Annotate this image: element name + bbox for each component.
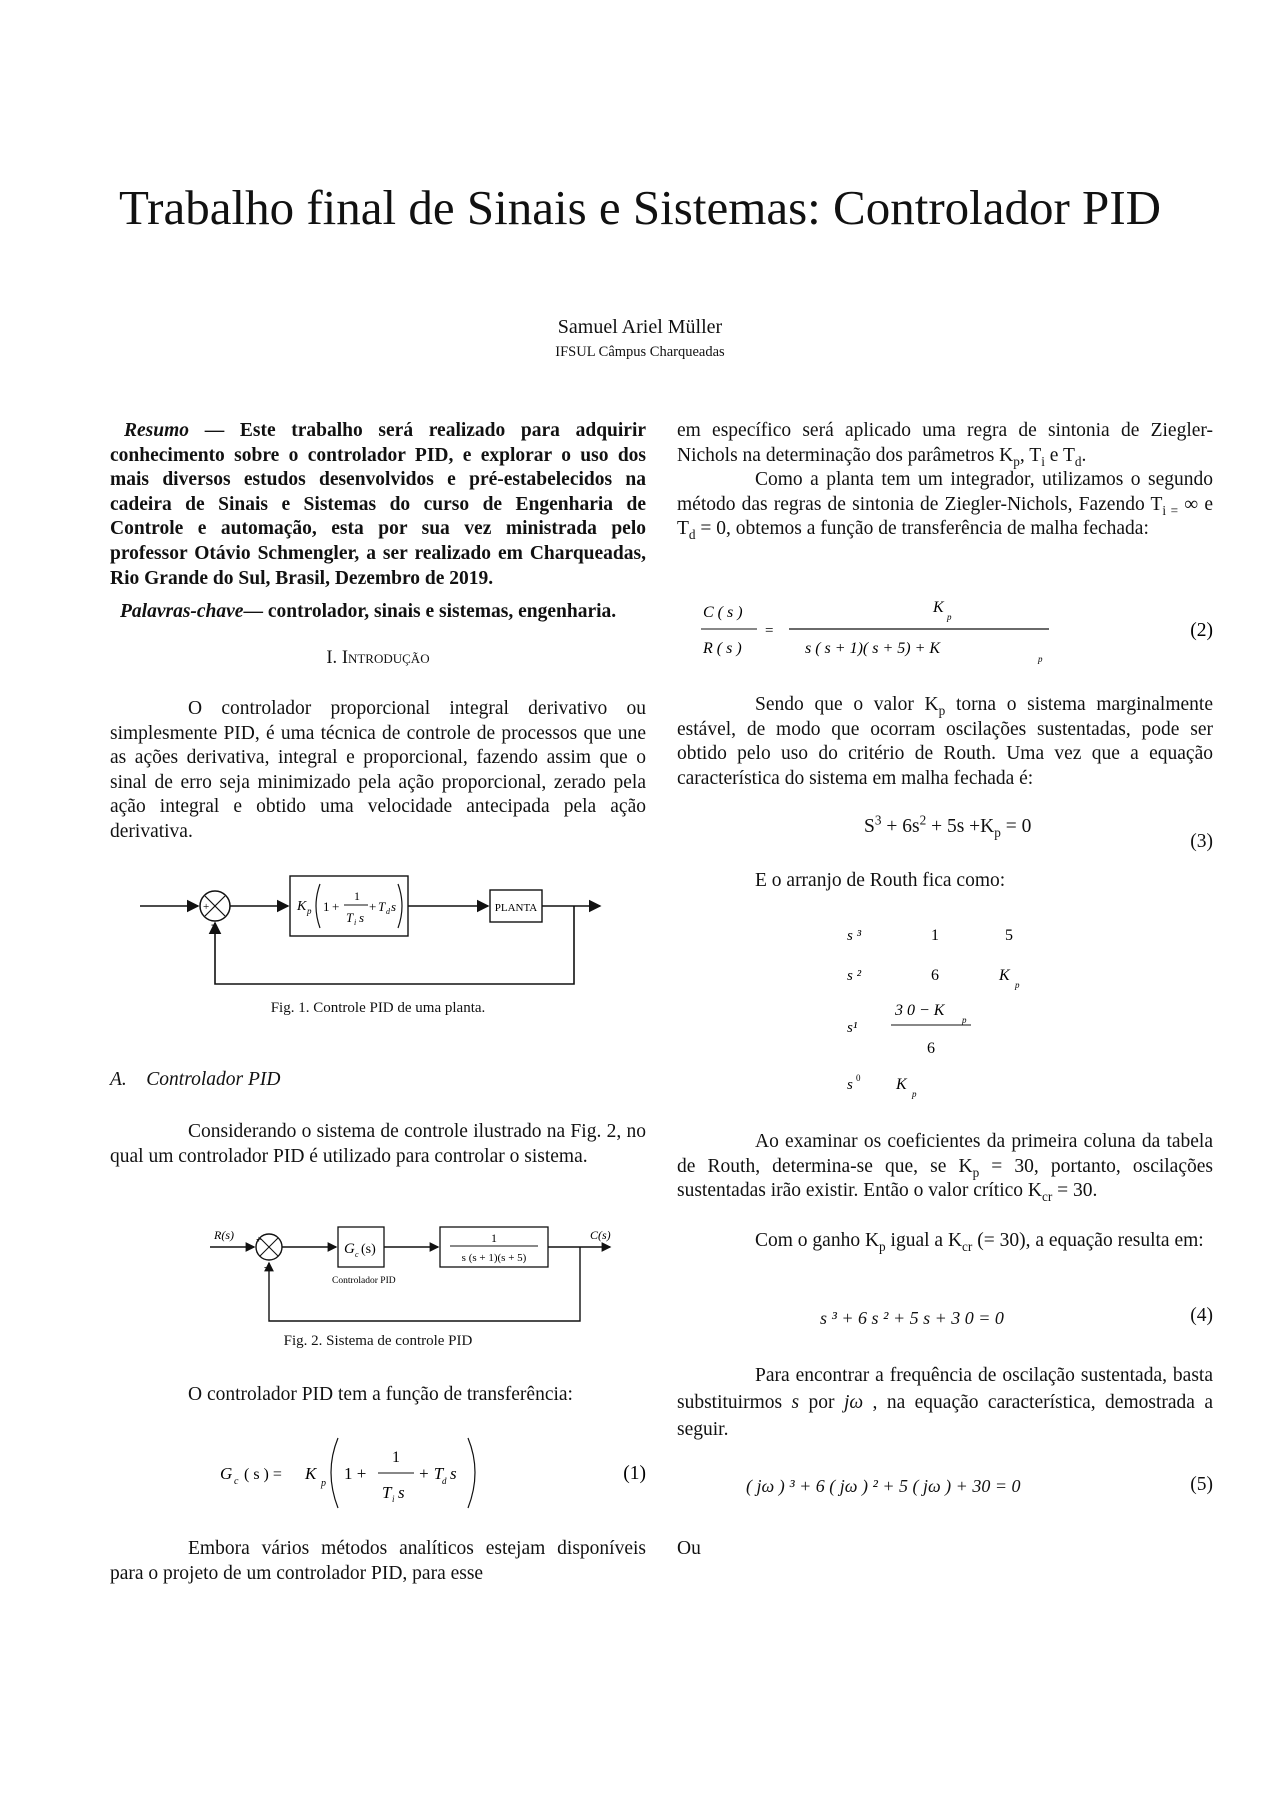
kp-sub: p: [307, 906, 312, 916]
pid-controller-box: [290, 876, 408, 936]
ti-s: s: [359, 910, 365, 925]
author-name: Samuel Ariel Müller: [557, 316, 723, 338]
kcr-sub-cr: cr: [1042, 1189, 1053, 1205]
routh-row2-c1: 6: [931, 967, 939, 984]
rp-part1: Sendo que o valor K: [755, 694, 939, 715]
eq5-number: (5): [1190, 1474, 1213, 1495]
kcr-part2: = 30, portanto, oscilações sustentadas irão existir. Então o valor crítico K: [677, 1155, 1213, 1202]
frac-numerator: 1: [354, 889, 360, 903]
figure-1-block-diagram: [110, 870, 646, 990]
eq1-frac-den: T: [382, 1483, 392, 1502]
right-last-word: Ou: [677, 1538, 701, 1559]
eq2-lhs-den: R ( s ): [703, 640, 742, 657]
routh-row3-c2: 5: [1005, 927, 1013, 944]
figure-2-block-diagram: [200, 1225, 630, 1325]
tf-intro: O controlador PID tem a função de transferência:: [188, 1384, 573, 1405]
routh-row0-c1: K: [896, 1076, 907, 1093]
routh-row1-den: 6: [927, 1040, 935, 1057]
eq2-lhs-num: C ( s ): [703, 604, 743, 621]
td-symbol: T: [378, 899, 386, 914]
eq2-rhs-den: s ( s + 1)( s + 5) + K: [805, 640, 941, 657]
ti-sub: i: [354, 918, 357, 927]
keywords-label: Palavras-chave: [120, 601, 244, 622]
section-number: I.: [326, 648, 338, 668]
eq1-frac-num: 1: [392, 1449, 400, 1466]
keywords-text: controlador, sinais e sistemas, engenharia.: [267, 601, 617, 622]
eq4-number: (4): [1190, 1305, 1213, 1326]
eq2-number: (2): [1190, 620, 1213, 641]
right-first-paragraph: [677, 419, 1213, 468]
affiliation: IFSUL Câmpus Charqueadas: [555, 344, 725, 360]
p-sub-d: d: [1074, 453, 1082, 469]
controller-arg: (s): [361, 1242, 376, 1257]
controller-sub: c: [355, 1250, 359, 1259]
rp-sub: p: [938, 702, 946, 718]
subsection-heading: [110, 1069, 280, 1091]
eq3-number: (3): [1190, 831, 1213, 852]
p-sub-i: i: [1041, 453, 1045, 469]
intro-paragraph: O controlador proporcional integral derivativo ou simplesmente PID, é uma técnica de controle de processos que une as ações derivativa, integral e proporcional, fazendo assim que o sinal de erro seja minimizado pela ação proporcional, zerado pela ação integral e obtido uma velocidade antecipada pela ação derivativa.: [110, 698, 646, 842]
eq3-sup3: 3: [874, 812, 882, 828]
gain-sub-p: p: [879, 1238, 886, 1254]
subsection-letter: A.: [110, 1069, 127, 1090]
gain-sub-cr: cr: [962, 1238, 973, 1254]
left-last-paragraph: Embora vários métodos analíticos estejam disponíveis para o projeto de um controlador PID, para esse: [110, 1538, 646, 1584]
routh-paragraph: [677, 693, 1213, 791]
abstract-text: Este trabalho será realizado para adquirir conhecimento sobre o controlador PID, e explorar o uso dos mais diversos estudos desenvolvidos e pré-estabelecidos na cadeira de Sinais e Sistemas do curso de Engenharia de Controle e automação, esta por sua vez ministrada pelo professor Otávio Schmengler, a ser realizado em Charqueadas, Rio Grande do Sul, Brasil, Dezembro de 2019.: [110, 420, 647, 589]
plant-denominator: s (s + 1)(s + 5): [461, 1252, 527, 1264]
eq3-tail: + 5s +K: [926, 816, 995, 837]
keywords-dash: —: [243, 601, 263, 622]
p2-mid: ∞ e T: [677, 493, 1214, 540]
eq3-sub: p: [994, 824, 1001, 840]
routh-row1-num-sub: p: [962, 1015, 967, 1025]
abstract-dash: —: [204, 420, 225, 441]
p-text: em específico será aplicado uma regra de sintonia de Ziegler-Nichols na determinação dos parâmetros K: [677, 420, 1213, 466]
sum-plus-sign: +: [203, 901, 210, 913]
eq3-sup2: 2: [919, 812, 927, 828]
input-label: R(s): [214, 1228, 234, 1242]
eq1-lhs-sub: c: [234, 1476, 239, 1487]
freq-paragraph: [677, 1362, 1213, 1443]
right-second-paragraph: [677, 468, 1213, 542]
routh-row2-c2: K: [999, 967, 1010, 984]
plant-label: PLANTA: [494, 902, 538, 914]
rp-part2: torna o sistema marginalmente estável, de modo que ocorram oscilações sustentadas, pode ser obtido pelo uso do critério de Routh. Uma vez que a equação característica do sistema em malha fechada é:: [677, 694, 1213, 789]
eq2-rhs-num: K: [933, 599, 944, 616]
abstract-label: Resumo: [124, 420, 190, 441]
freq-s: s: [791, 1392, 800, 1413]
p2-text: Como a planta tem um integrador, utilizamos o segundo método das regras de sintonia de Ziegler-Nichols, Fazendo T: [677, 469, 1213, 515]
eq1-frac-den-sub: i: [392, 1494, 395, 1504]
p-sep2: e T: [1044, 444, 1075, 466]
plant-numerator: 1: [491, 1231, 497, 1245]
routh-row2-label: s ²: [847, 968, 862, 984]
ti-symbol: T: [346, 910, 354, 925]
eq1-td-s: s: [450, 1464, 457, 1483]
equation-4: s ³ + 6 s ² + 5 s + 3 0 = 0: [820, 1308, 1004, 1328]
eq1-plus-td: + T: [418, 1464, 444, 1483]
gain-part3: (= 30), a equação resulta em:: [972, 1230, 1204, 1251]
routh-row0-c1-sub: p: [912, 1089, 917, 1099]
kcr-part1: Ao examinar os coeficientes da primeira coluna da tabela de Routh, determina-se que, se K: [677, 1131, 1213, 1177]
p-sub: p: [1013, 453, 1020, 469]
routh-row1-num: 3 0 − K: [895, 1002, 945, 1019]
kcr-part3: = 30.: [1052, 1180, 1098, 1202]
kp-symbol: K: [297, 899, 307, 914]
one-label: 1: [323, 899, 330, 914]
figure-2-caption: Fig. 2. Sistema de controle PID: [283, 1333, 473, 1349]
equation-2: [677, 595, 1213, 670]
eq1-k-sub: p: [321, 1478, 326, 1489]
sum-minus-sign: -: [264, 1261, 268, 1273]
routh-row2-c2-sub: p: [1015, 980, 1020, 990]
gain-paragraph: [677, 1229, 1213, 1254]
eq2-equals: =: [765, 623, 774, 639]
section-heading-introducao: [110, 648, 646, 669]
sum-plus-sign: +: [256, 1235, 262, 1246]
eq3-mid: + 6s: [881, 816, 920, 837]
figure-1-caption: Fig. 1. Controle PID de uma planta.: [270, 1000, 486, 1016]
routh-row3-label: s ³: [847, 928, 862, 944]
feedback-path: [215, 906, 574, 984]
equation-5: ( jω ) ³ + 6 ( jω ) ² + 5 ( jω ) + 30 = 0: [746, 1476, 1021, 1496]
kcr-paragraph: [677, 1130, 1213, 1204]
eq2-rhs-den-sub: p: [1038, 654, 1043, 664]
feedback-path: [269, 1247, 580, 1321]
td-s: s: [391, 899, 397, 914]
subsection-paragraph: Considerando o sistema de controle ilustrado na Fig. 2, no qual um controlador PID é utilizado para controlar o sistema.: [110, 1121, 646, 1167]
equation-3: [864, 812, 1032, 840]
gain-part1: Com o ganho K: [755, 1230, 880, 1251]
eq1-td-sub: d: [442, 1476, 447, 1486]
eq1-one-plus: 1 +: [344, 1464, 367, 1483]
freq-part1: Para encontrar a frequência de oscilação sustentada, basta substituirmos: [677, 1365, 1213, 1413]
p-sep1: , T: [1019, 444, 1042, 466]
p2-sub-i: i =: [1162, 502, 1179, 518]
output-label: C(s): [590, 1228, 611, 1242]
routh-row3-c1: 1: [931, 927, 939, 944]
routh-intro: E o arranjo de Routh fica como:: [755, 870, 1006, 891]
plus-label-2: +: [369, 899, 377, 914]
section-title: Introdução: [341, 648, 430, 668]
p2-end: = 0, obtemos a função de transferência de malha fechada:: [695, 518, 1149, 540]
freq-jw: jω: [843, 1392, 864, 1413]
td-sub: d: [386, 907, 390, 916]
eq1-k: K: [305, 1464, 317, 1483]
freq-por: por: [799, 1392, 844, 1413]
controller-symbol: G: [344, 1241, 355, 1257]
kcr-sub-p: p: [972, 1164, 980, 1180]
sum-minus-sign: -: [211, 917, 215, 931]
controller-caption: Controlador PID: [332, 1276, 396, 1286]
subsection-title: Controlador PID: [146, 1069, 281, 1090]
routh-row0-label: s: [847, 1077, 853, 1093]
eq3-s: S: [864, 816, 875, 837]
eq1-lhs-arg: ( s ) =: [244, 1466, 282, 1483]
keywords: [110, 600, 646, 625]
paper-title: Trabalho final de Sinais e Sistemas: Controlador PID: [118, 180, 1162, 235]
eq1-frac-den-s: s: [398, 1483, 405, 1502]
freq-part2: , na equação característica, demostrada a seguir.: [677, 1392, 1213, 1440]
abstract: [110, 419, 646, 591]
eq1-number: (1): [623, 1463, 646, 1484]
plus-label: +: [332, 899, 340, 914]
eq2-rhs-num-sub: p: [947, 612, 952, 622]
p-end: .: [1081, 444, 1087, 466]
routh-row0-sup: 0: [856, 1073, 861, 1083]
routh-array: [677, 915, 1213, 1110]
p2-sub-d: d: [688, 527, 696, 543]
routh-row1-label: s¹: [847, 1020, 858, 1036]
gain-part2: igual a K: [885, 1230, 963, 1251]
eq3-end: = 0: [1000, 816, 1032, 837]
equation-1: [110, 1432, 646, 1514]
eq1-lhs: G: [220, 1464, 233, 1483]
